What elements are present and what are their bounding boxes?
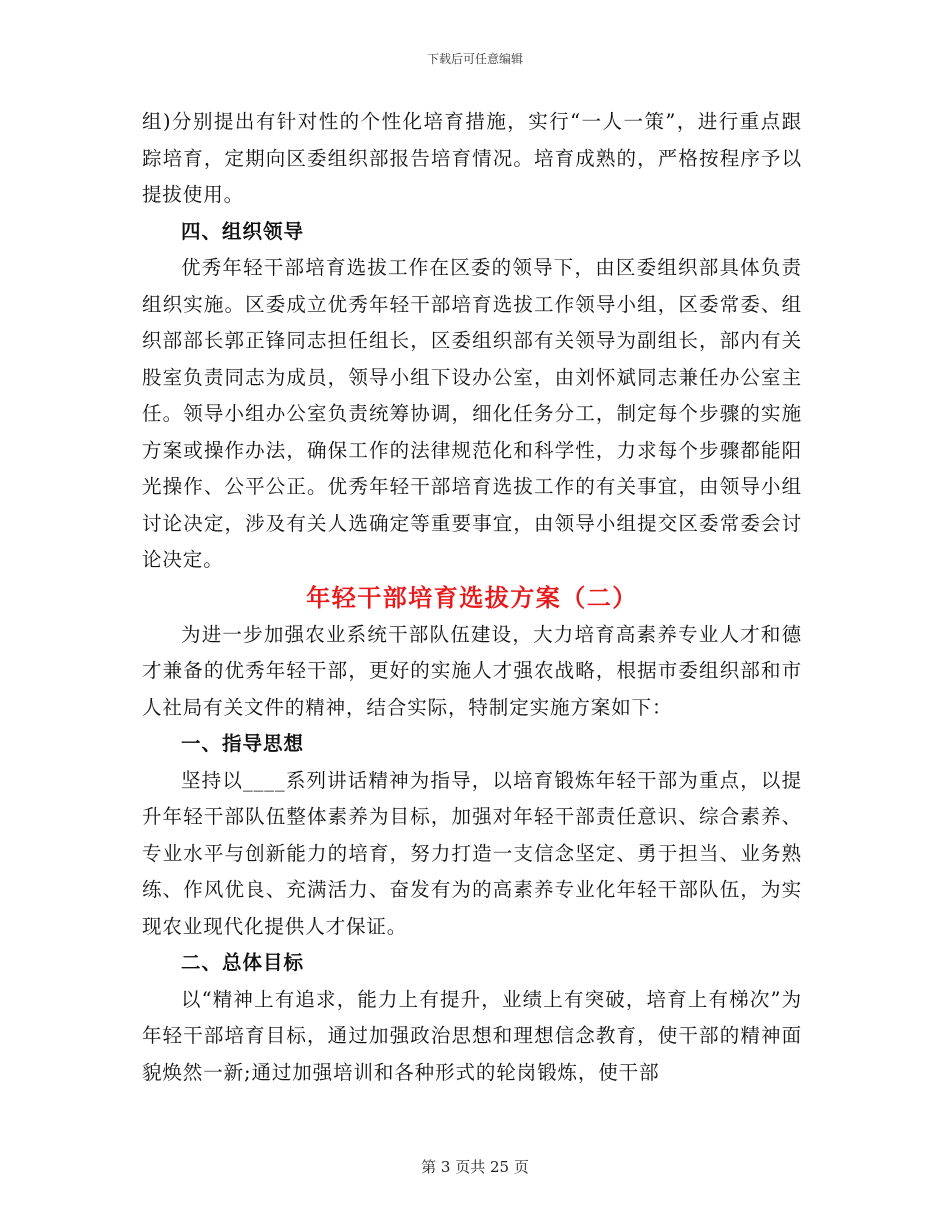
document-title: 年轻干部培育选拔方案（二）	[306, 583, 638, 612]
section-heading-guiding-thought: 一、指导思想	[181, 732, 305, 755]
paragraph-organization: 优秀年轻干部培育选拔工作在区委的领导下，由区委组织部具体负责组织实施。区委成立优秀年轻干部培育选拔工作领导小组，区委常委、组织部部长郭正锋同志担任组长，区委组织部有关领导为副组长，部内有关股室负责同志为成员，领导小组下设办公室，由刘怀斌同志兼任办公室主任。领导小组办公室负责统筹协调，细化任务分工，制定每个步骤的实施方案或操作办法，确保工作的法律规范化和科学性，力求每个步骤都能阳光操作、公平公正。优秀年轻干部培育选拔工作的有关事宜，由领导小组讨论决定，涉及有关人选确定等重要事宜，由领导小组提交区委常委会讨论决定。	[142, 256, 802, 571]
document-body	[142, 104, 802, 1091]
page-footer: 第 3 页共 25 页	[421, 1158, 529, 1176]
section-heading-organization: 四、组织领导	[181, 219, 305, 243]
paragraph-intro: 为进一步加强农业系统干部队伍建设，大力培育高素养专业人才和德才兼备的优秀年轻干部，更好的实施人才强农战略，根据市委组织部和市人社局有关文件的精神，结合实际，特制定实施方案如下：	[142, 622, 802, 719]
page-header: 下载后可任意编辑	[426, 52, 523, 66]
paragraph-overall-goal: 以“精神上有追求，能力上有提升，业绩上有突破，培育上有梯次”为年轻干部培育目标，通过加强政治思想和理想信念教育，使干部的精神面貌焕然一新;通过加强培训和各种形式的轮岗锻炼，使干部	[142, 987, 802, 1084]
paragraph-continued: 组)分别提出有针对性的个性化培育措施，实行“一人一策”，进行重点跟踪培育，定期向区委组织部报告培育情况。培育成熟的，严格按程序予以提拔使用。	[142, 110, 802, 206]
paragraph-guiding-thought: 坚持以____系列讲话精神为指导，以培育锻炼年轻干部为重点，以提升年轻干部队伍整体素养为目标，加强对年轻干部责任意识、综合素养、专业水平与创新能力的培育，努力打造一支信念坚定、勇于担当、业务熟练、作风优良、充满活力、奋发有为的高素养专业化年轻干部队伍，为实现农业现代化提供人才保证。	[142, 768, 802, 938]
section-heading-overall-goal: 二、总体目标	[181, 951, 305, 974]
